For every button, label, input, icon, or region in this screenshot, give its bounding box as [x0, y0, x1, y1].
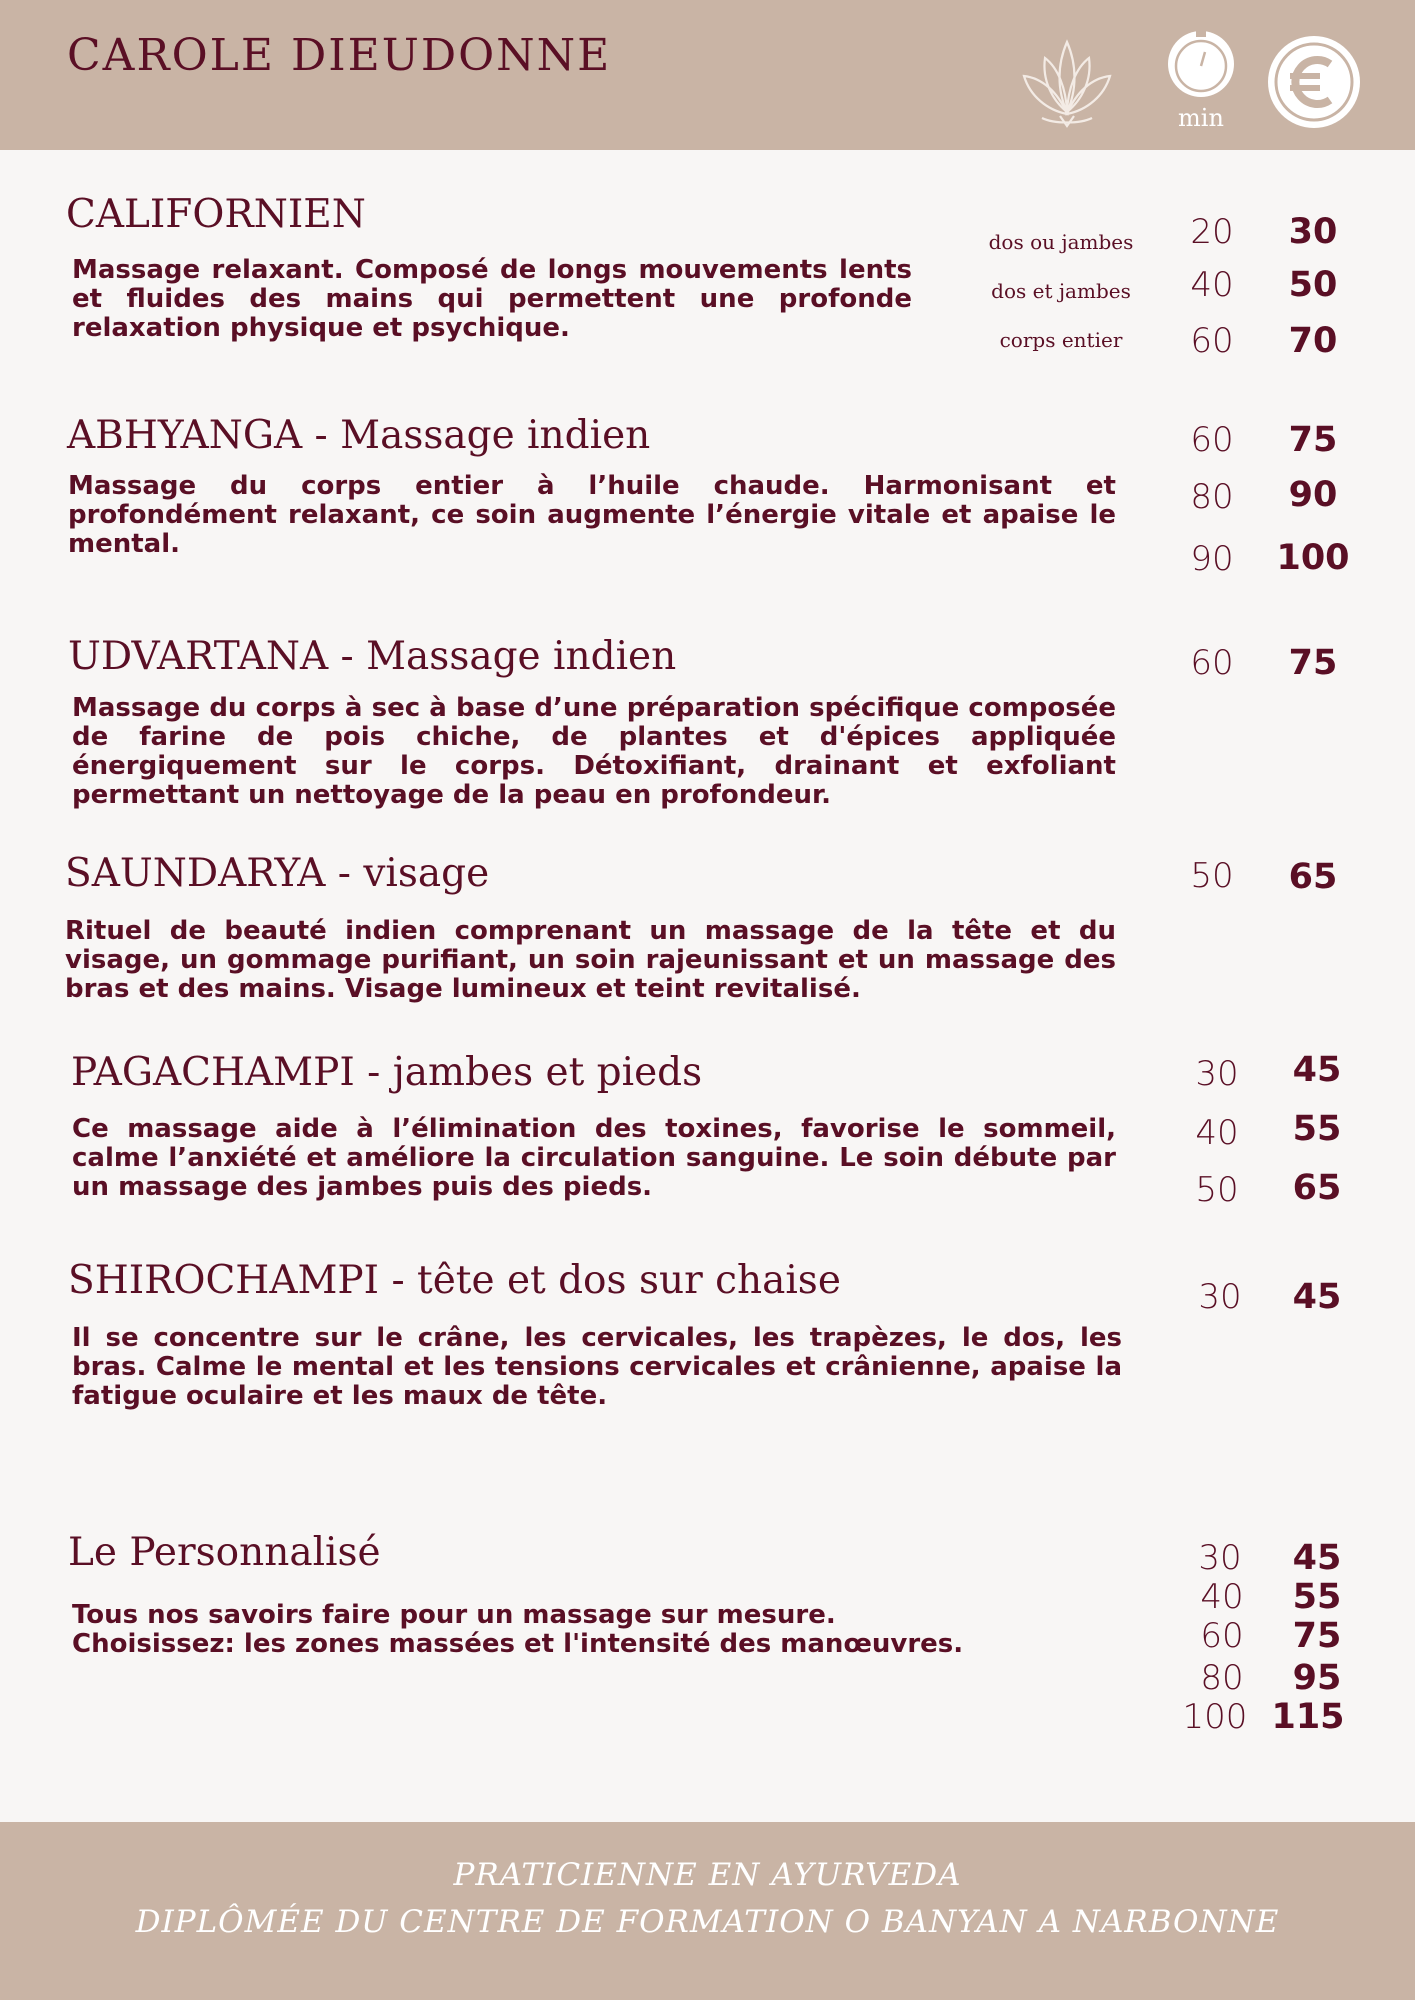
option-price: 90: [1288, 475, 1338, 515]
option-price: 70: [1288, 321, 1338, 361]
option-price: 75: [1288, 420, 1338, 460]
option-minutes: 60: [1190, 643, 1234, 683]
option-minutes: 40: [1195, 1113, 1239, 1153]
description-line: Tous nos savoirs faire pour un massage sur mesure.: [72, 1600, 836, 1630]
option-minutes: 50: [1195, 1170, 1239, 1210]
service-description: Il se concentre sur le crâne, les cervicales, les trapèzes, le dos, les bras. Calme le mental et les tensions cervicales et crânienne, apaise la fatigue oculaire et les maux de tête.: [72, 1323, 1122, 1411]
service-description: Massage du corps entier à l’huile chaude. Harmonisant et profondément relaxant, ce soin augmente l’énergie vitale et apaise le mental.: [68, 471, 1116, 559]
option-minutes: 60: [1190, 321, 1234, 361]
option-price: 65: [1292, 1168, 1342, 1208]
option-price: 55: [1292, 1577, 1342, 1617]
service-title: SAUNDARYA - visage: [65, 851, 490, 896]
service-title: CALIFORNIEN: [66, 192, 366, 237]
option-price: 100: [1276, 538, 1350, 578]
option-price: 95: [1292, 1658, 1342, 1698]
option-minutes: 90: [1190, 539, 1234, 579]
option-minutes: 40: [1190, 265, 1234, 305]
service-description: Massage relaxant. Composé de longs mouvements lents et fluides des mains qui permettent une profonde relaxation physique et psychique.: [72, 255, 912, 343]
option-minutes: 60: [1190, 420, 1234, 460]
option-minutes: 30: [1195, 1054, 1239, 1094]
option-price: 45: [1292, 1050, 1342, 1090]
option-minutes: 100: [1182, 1697, 1248, 1737]
clock-icon: [1165, 28, 1237, 100]
option-minutes: 80: [1190, 477, 1234, 517]
service-title: UDVARTANA - Massage indien: [68, 634, 677, 679]
header-bar: [0, 0, 1415, 150]
service-title: Le Personnalisé: [68, 1530, 381, 1575]
option-minutes: 30: [1198, 1538, 1242, 1578]
option-price: 30: [1288, 212, 1338, 252]
brand-name: CAROLE DIEUDONNE: [67, 30, 612, 81]
service-description: Ce massage aide à l’élimination des toxines, favorise le sommeil, calme l’anxiété et améliore la circulation sanguine. Le soin débute par un massage des jambes puis des pieds.: [72, 1114, 1116, 1202]
option-price: 115: [1271, 1697, 1345, 1737]
option-price: 75: [1288, 643, 1338, 683]
option-minutes: 80: [1200, 1658, 1244, 1698]
minutes-label: min: [1178, 104, 1224, 132]
option-price: 75: [1292, 1616, 1342, 1656]
option-price: 50: [1288, 265, 1338, 305]
service-title: SHIROCHAMPI - tête et dos sur chaise: [68, 1258, 841, 1303]
option-minutes: 40: [1200, 1577, 1244, 1617]
service-description: Rituel de beauté indien comprenant un massage de la tête et du visage, un gommage purifiant, un soin rajeunissant et un massage des bras et des mains. Visage lumineux et teint revitalisé.: [65, 916, 1116, 1004]
option-price: 65: [1288, 857, 1338, 897]
option-price: 45: [1292, 1277, 1342, 1317]
footer-line-1: PRATICIENNE EN AYURVEDA: [453, 1857, 962, 1893]
service-description: Massage du corps à sec à base d’une préparation spécifique composée de farine de pois chiche, de plantes et d'épices appliquée énergiquement sur le corps. Détoxifiant, drainant et exfoliant permettant un nettoyage de la peau en profondeur.: [72, 693, 1116, 810]
option-note: dos ou jambes: [988, 230, 1134, 254]
service-description: [72, 1601, 1122, 1659]
description-line: Choisissez: les zones massées et l'intensité des manœuvres.: [72, 1629, 964, 1659]
lotus-icon: [1012, 30, 1122, 130]
option-note: dos et jambes: [991, 279, 1131, 303]
option-note: corps entier: [999, 328, 1123, 352]
option-minutes: 60: [1200, 1616, 1244, 1656]
service-title: ABHYANGA - Massage indien: [67, 413, 651, 458]
option-price: 55: [1292, 1109, 1342, 1149]
service-title: PAGACHAMPI - jambes et pieds: [71, 1050, 703, 1095]
option-price: 45: [1292, 1538, 1342, 1578]
footer-bar: [0, 1822, 1415, 2000]
footer-line-2: DIPLÔMÉE DU CENTRE DE FORMATION O BANYAN A NARBONNE: [135, 1904, 1280, 1940]
option-minutes: 50: [1190, 856, 1234, 896]
euro-icon: [1264, 32, 1364, 132]
option-minutes: 30: [1198, 1277, 1242, 1317]
option-minutes: 20: [1190, 212, 1234, 252]
